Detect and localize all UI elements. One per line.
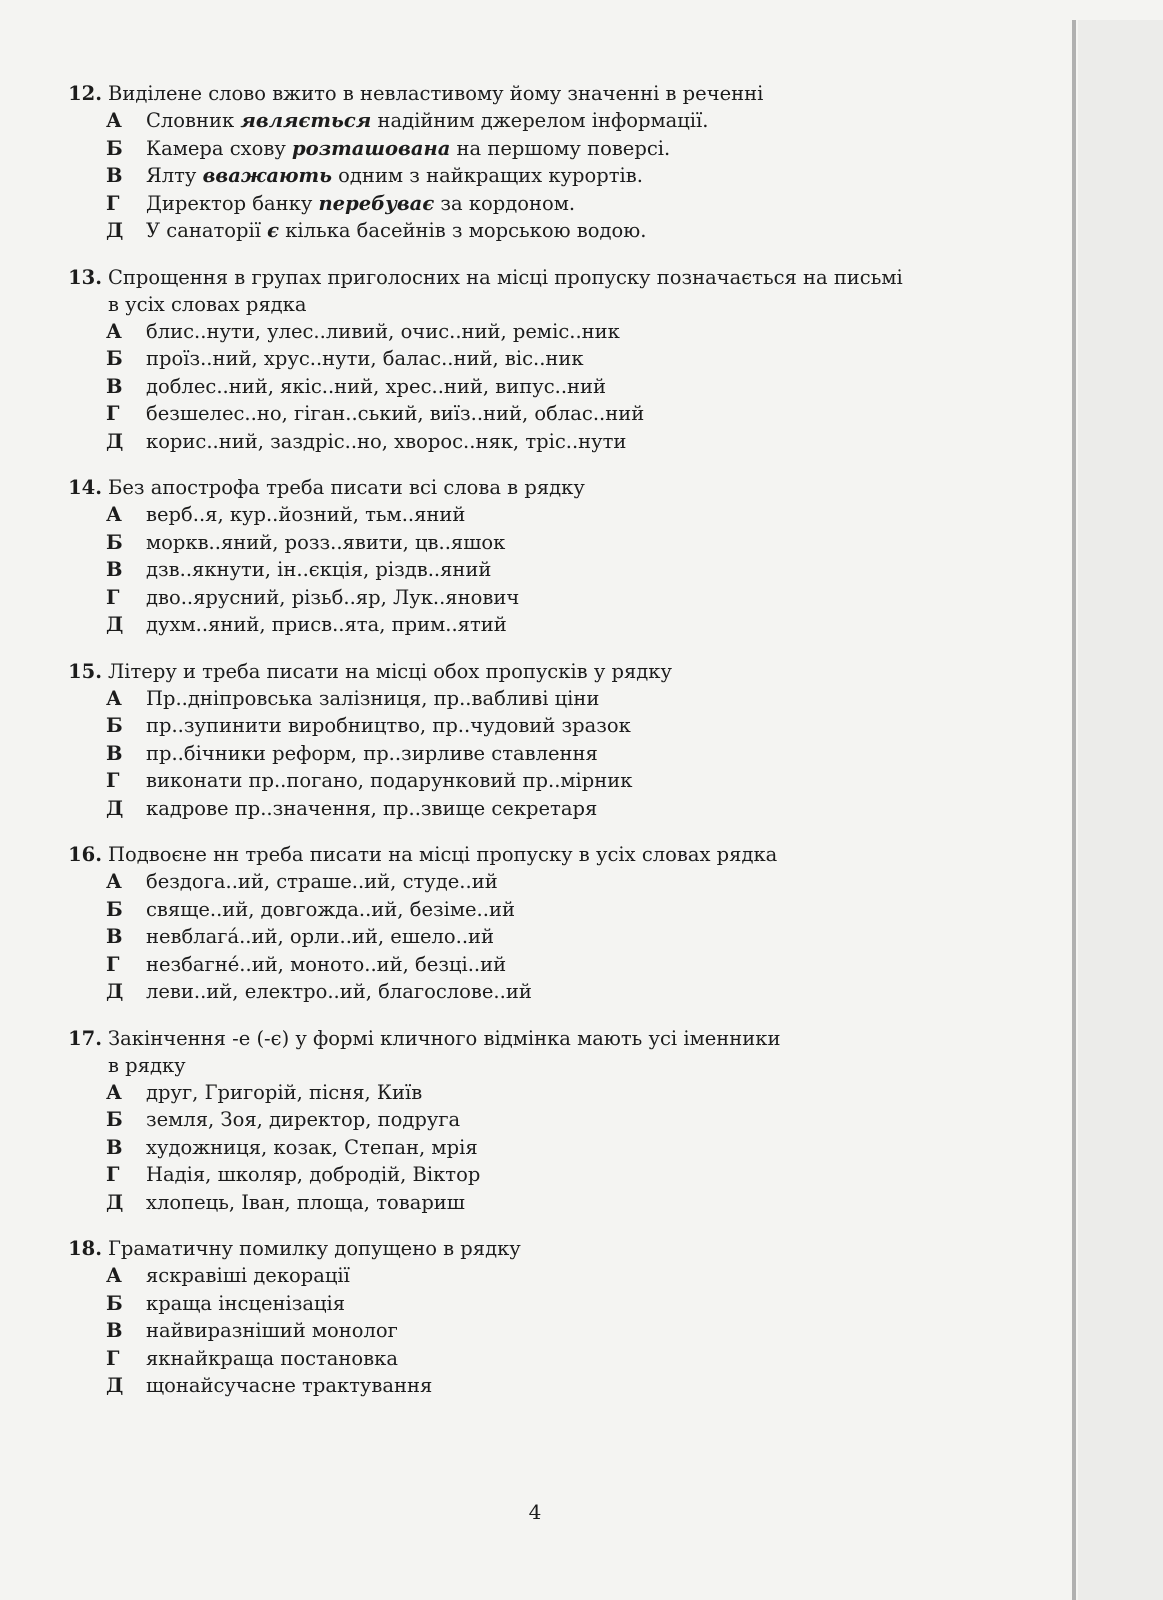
question-text: Подвоєне нн треба писати на місці пропуску в усіх словах рядка (108, 843, 778, 866)
option-letter: Д (106, 980, 124, 1003)
option-text-before: корис..ний, заздріс..но, хворос..няк, тріс..нути (146, 429, 627, 453)
option-text-before: проїз..ний, хрус..нути, балас..ний, віс..ник (146, 347, 584, 370)
option-text (146, 1134, 478, 1162)
question-12 (58, 80, 1058, 245)
option-letter: Б (106, 347, 123, 370)
answer-option (106, 373, 1058, 401)
option-text-before: Словник (146, 109, 241, 132)
answer-option (106, 740, 1058, 768)
option-text-before: Ялту (146, 164, 203, 187)
option-letter: В (106, 558, 123, 581)
option-text-before: якнайкраща постановка (146, 1346, 398, 1370)
option-text-before: щонайсучасне трактування (146, 1374, 433, 1397)
option-text (146, 556, 491, 584)
answer-option (106, 1134, 1058, 1162)
option-letter: В (106, 374, 123, 398)
option-letter: В (106, 164, 123, 187)
option-text (146, 767, 632, 795)
highlighted-word: розташована (292, 136, 451, 160)
option-text (146, 611, 507, 639)
option-letter: А (106, 870, 122, 893)
option-text (146, 400, 644, 428)
option-text (146, 217, 646, 245)
option-letter: Б (106, 1291, 123, 1315)
option-letter: Б (106, 1108, 123, 1131)
question-stem (58, 658, 1058, 685)
option-text (146, 712, 631, 740)
option-text (146, 923, 494, 951)
option-text (146, 685, 599, 713)
answer-option (106, 1262, 1058, 1290)
answer-option (106, 318, 1058, 346)
option-text-before: У санаторії (146, 219, 268, 242)
option-text-before: Надія, школяр, добродій, Віктор (146, 1163, 481, 1186)
option-text-before: дво..ярусний, різьб..яр, Лук..янович (146, 585, 520, 609)
answer-option (106, 767, 1058, 795)
answer-option (106, 923, 1058, 951)
question-number: 13. (68, 265, 102, 289)
option-text (146, 740, 598, 768)
answer-option (106, 795, 1058, 823)
question-text: Без апострофа треба писати всі слова в рядку (108, 476, 585, 499)
option-letter: В (106, 1319, 123, 1342)
option-text-after: одним з найкращих курортів. (331, 164, 643, 187)
option-text-before: духм..яний, присв..ята, прим..ятий (146, 613, 507, 636)
option-text (146, 795, 597, 823)
option-text (146, 373, 606, 401)
option-text-after: на першому поверсі. (450, 136, 671, 160)
question-number: 18. (68, 1237, 102, 1260)
option-letter: В (106, 741, 123, 765)
question-number (58, 1052, 104, 1079)
option-text-before: свяще..ий, довгожда..ий, безіме..ий (146, 897, 515, 921)
question-stem (58, 1052, 1058, 1079)
answer-option (106, 951, 1058, 979)
page-margin (1078, 20, 1163, 1600)
question-stem (58, 264, 1058, 291)
option-text-before: безшелес..но, гіган..ський, виїз..ний, облас..ний (146, 402, 645, 425)
option-text (146, 318, 620, 346)
answer-option (106, 501, 1058, 529)
option-text-before: бездога..ий, страше..ий, студе..ий (146, 870, 498, 893)
option-letter: А (106, 503, 122, 526)
page-number: 4 (528, 1500, 542, 1524)
option-letter: Г (106, 1346, 120, 1370)
option-text (146, 162, 643, 190)
question-number: 16. (68, 843, 102, 866)
question-14 (58, 474, 1058, 639)
option-letter: Г (106, 1163, 120, 1186)
question-text: в рядку (108, 1053, 186, 1077)
option-text-before: Камера схову (146, 136, 293, 160)
option-letter: В (106, 1135, 123, 1159)
option-text-before: моркв..яний, розз..явити, цв..яшок (146, 530, 506, 554)
question-stem (58, 474, 1058, 501)
option-text (146, 1345, 398, 1373)
question-16 (58, 841, 1058, 1006)
question-stem (58, 291, 1058, 318)
option-text (146, 1106, 460, 1134)
option-text (146, 1372, 432, 1400)
option-text (146, 190, 575, 218)
option-text (146, 584, 519, 612)
question-stem (58, 1235, 1058, 1262)
answer-option (106, 400, 1058, 428)
answer-option (106, 712, 1058, 740)
question-text: Виділене слово вжито в невластивому йому значенні в реченні (108, 82, 764, 105)
question-text: Закінчення -е (-є) у формі кличного відмінка мають усі іменники (108, 1026, 781, 1050)
option-text (146, 1317, 398, 1345)
answer-option (106, 107, 1058, 135)
question-stem (58, 841, 1058, 868)
question-text: Граматичну помилку допущено в рядку (108, 1237, 521, 1260)
option-letter: Б (106, 897, 123, 921)
highlighted-word: вважають (202, 164, 332, 187)
question-text: Спрощення в групах приголосних на місці пропуску позначається на письмі (108, 265, 903, 289)
option-letter: Б (106, 136, 123, 160)
option-text-before: доблес..ний, якіс..ний, хрес..ний, випус..ний (146, 374, 607, 398)
option-text (146, 501, 465, 529)
question-13 (58, 264, 1058, 456)
question-17 (58, 1025, 1058, 1217)
answer-option (106, 611, 1058, 639)
question-stem (58, 80, 1058, 107)
option-text-after: надійним джерелом інформації. (371, 109, 709, 132)
option-letter: А (106, 1264, 122, 1287)
page-binding-edge (1072, 20, 1076, 1600)
option-text (146, 896, 515, 924)
option-text-before: невблага́..ий, орли..ий, ешело..ий (146, 925, 495, 948)
option-text-before: земля, Зоя, директор, подруга (146, 1108, 461, 1131)
option-text-before: кадрове пр..значення, пр..звище секретаря (146, 796, 598, 820)
answer-option (106, 135, 1058, 163)
option-letter: А (106, 686, 122, 710)
option-text-before: виконати пр..погано, подарунковий пр..мірник (146, 769, 633, 792)
option-letter: А (106, 319, 122, 343)
option-text-before: краща інсценізація (146, 1291, 346, 1315)
option-text-before: блис..нути, улес..ливий, очис..ний, реміс..ник (146, 319, 620, 343)
option-letter: Б (106, 714, 123, 737)
answer-option (106, 1290, 1058, 1318)
answer-option (106, 1079, 1058, 1107)
option-text (146, 1161, 480, 1189)
answer-option (106, 190, 1058, 218)
option-letter: Б (106, 530, 123, 554)
option-text (146, 978, 532, 1006)
option-letter: Г (106, 402, 120, 425)
answer-option (106, 1106, 1058, 1134)
answer-option (106, 1372, 1058, 1400)
answer-option (106, 1317, 1058, 1345)
answer-option (106, 529, 1058, 557)
option-text (146, 107, 708, 135)
answer-option (106, 584, 1058, 612)
question-number: 15. (68, 659, 102, 683)
question-stem (58, 1025, 1058, 1052)
option-text-before: Директор банку (146, 191, 319, 215)
option-text (146, 1262, 350, 1290)
option-letter: Д (106, 796, 124, 820)
option-text (146, 135, 670, 163)
option-text-before: дзв..якнути, ін..єкція, різдв..яний (146, 558, 492, 581)
option-text (146, 1079, 422, 1107)
option-text-before: найвиразніший монолог (146, 1319, 398, 1342)
highlighted-word: є (267, 219, 280, 242)
question-text: в усіх словах рядка (108, 292, 307, 316)
option-letter: Г (106, 191, 120, 215)
option-letter: Г (106, 585, 120, 609)
answer-option (106, 345, 1058, 373)
answer-option (106, 896, 1058, 924)
option-text-after: кілька басейнів з морською водою. (279, 219, 647, 242)
answer-option (106, 978, 1058, 1006)
option-letter: Д (106, 1190, 124, 1214)
answer-option (106, 428, 1058, 456)
option-letter: Д (106, 429, 124, 453)
question-18 (58, 1235, 1058, 1400)
answer-option (106, 217, 1058, 245)
answer-option (106, 685, 1058, 713)
answer-option (106, 556, 1058, 584)
option-text (146, 1189, 465, 1217)
highlighted-word: перебуває (318, 191, 435, 215)
option-text (146, 529, 505, 557)
option-letter: А (106, 1080, 122, 1104)
option-letter: Д (106, 613, 124, 636)
question-number: 17. (68, 1026, 102, 1050)
option-text-before: незбагне́..ий, моното..ий, безці..ий (146, 952, 507, 976)
option-letter: В (106, 925, 123, 948)
question-text: Літеру и треба писати на місці обох пропусків у рядку (108, 659, 672, 683)
option-letter: Г (106, 952, 120, 976)
option-text (146, 345, 584, 373)
option-text-before: друг, Григорій, пісня, Київ (146, 1080, 423, 1104)
option-text (146, 868, 498, 896)
answer-option (106, 1345, 1058, 1373)
option-text (146, 951, 506, 979)
option-text-before: леви..ий, електро..ий, благослове..ий (146, 980, 532, 1003)
option-text-before: Пр..дніпровська залізниця, пр..вабливі ціни (146, 686, 600, 710)
answer-option (106, 868, 1058, 896)
test-page (58, 80, 1058, 1419)
answer-option (106, 1189, 1058, 1217)
question-15 (58, 658, 1058, 823)
option-text-before: пр..бічники реформ, пр..зирливе ставлення (146, 741, 598, 765)
answer-option (106, 1161, 1058, 1189)
option-text-after: за кордоном. (434, 191, 576, 215)
question-number: 12. (68, 82, 102, 105)
highlighted-word: являється (240, 109, 372, 132)
question-number: 14. (68, 476, 102, 499)
option-letter: А (106, 109, 122, 132)
question-number (58, 291, 104, 318)
option-text-before: художниця, козак, Степан, мрія (146, 1135, 478, 1159)
option-text-before: яскравіші декорації (146, 1264, 350, 1287)
option-letter: Д (106, 219, 124, 242)
option-text-before: хлопець, Іван, площа, товариш (146, 1190, 465, 1214)
option-letter: Д (106, 1374, 124, 1397)
option-text-before: верб..я, кур..йозний, тьм..яний (146, 503, 466, 526)
option-text (146, 428, 626, 456)
option-text (146, 1290, 345, 1318)
option-text-before: пр..зупинити виробництво, пр..чудовий зразок (146, 714, 631, 737)
option-letter: Г (106, 769, 120, 792)
answer-option (106, 162, 1058, 190)
